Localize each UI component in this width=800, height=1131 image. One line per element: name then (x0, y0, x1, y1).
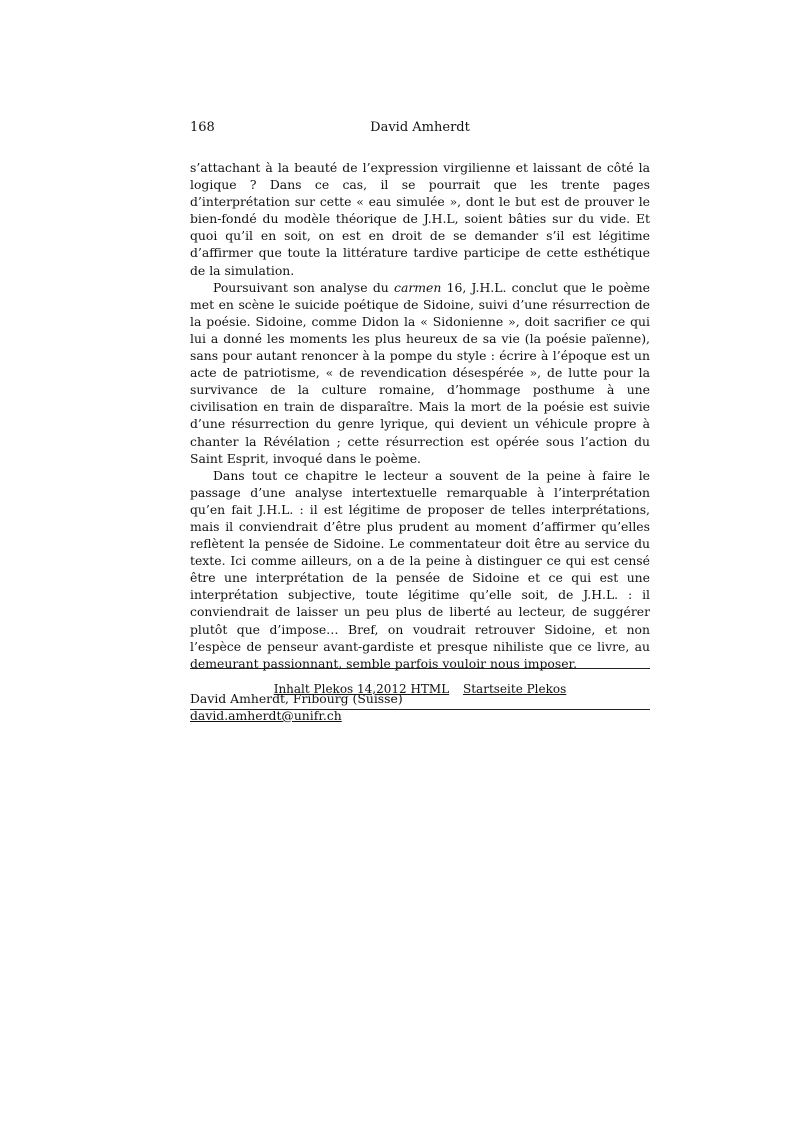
bottom-divider (190, 709, 650, 710)
contents-link[interactable]: Inhalt Plekos 14,2012 HTML (273, 682, 450, 696)
page-content (190, 118, 650, 724)
footer-navigation (190, 668, 650, 710)
paragraph-1: s’attachant à la beauté de l’expression virgilienne et laissant de côté la logique ? Dans ce cas, il se pourrait que les trente pages d’interprétation sur cette « eau simulée », dont le but est de prouver le bien-fondé du modèle théorique de J.H.L, soient bâties sur du vide. Et quoi qu’il en soit, on est en droit de se demander s’il est légitime d’affirmer que toute la littérature tardive participe de cette esthétique de la simulation. (190, 160, 650, 278)
carmen-italic: carmen (394, 279, 442, 295)
header-author: David Amherdt (370, 120, 470, 135)
paragraph-2-rest: 16, J.H.L. conclut que le poème met en scène le suicide poétique de Sidoine, suivi d’une résurrection de la poésie. Sidoine, comme Didon la « Sidonienne », doit sacrifier ce qui lui a donné les moments les plus heureux de sa vie (la poésie païenne), sans pour autant renoncer à la pompe du style : écrire à l’époque est un acte de patriotisme, « de revendication désespérée », de lutte pour la survivance de la culture romaine, d’hommage posthume à une civilisation en train de disparaître. Mais la mort de la poésie est suivie d’une résurrection du genre lyrique, qui devient un véhicule propre à chanter la Révélation ; cette résurrection est opérée sous l’action du Saint Esprit, invoqué dans le poème. (190, 279, 650, 466)
running-head (190, 118, 650, 138)
review-text (190, 159, 650, 672)
paragraph-2-start: Poursuivant son analyse du (213, 279, 394, 295)
footer-links (190, 669, 650, 709)
paragraph-3: Dans tout ce chapitre le lecteur a souvent de la peine à faire le passage d’une analyse intertextuelle remarquable à l’interprétation qu’en fait J.H.L. : il est légitime de proposer de telles interprétations, mais il conviendrait d’être plus prudent au moment d’affirmer qu’elles reflètent la pensée de Sidoine. Le commentateur doit être au service du texte. Ici comme ailleurs, on a de la peine à distinguer ce qui est censé être une interprétation de la pensée de Sidoine et ce qui est une interprétation subjective, toute légitime qu’elle soit, de J.H.L. : il conviendrait de laisser un peu plus de liberté au lecteur, de suggérer plutôt que d’impose… Bref, on voudrait retrouver Sidoine, et non l’espèce de penseur avant-gardiste et presque nihiliste que ce livre, au demeurant passionnant, semble parfois vouloir nous imposer. (190, 467, 650, 671)
signature-name: David Amherdt, Fribourg (Suisse) (190, 690, 403, 706)
email-link[interactable]: david.amherdt@unifr.ch (190, 707, 342, 723)
page-number: 168 (190, 120, 215, 135)
paragraph-2 (190, 279, 650, 467)
homepage-link[interactable]: Startseite Plekos (463, 682, 567, 696)
